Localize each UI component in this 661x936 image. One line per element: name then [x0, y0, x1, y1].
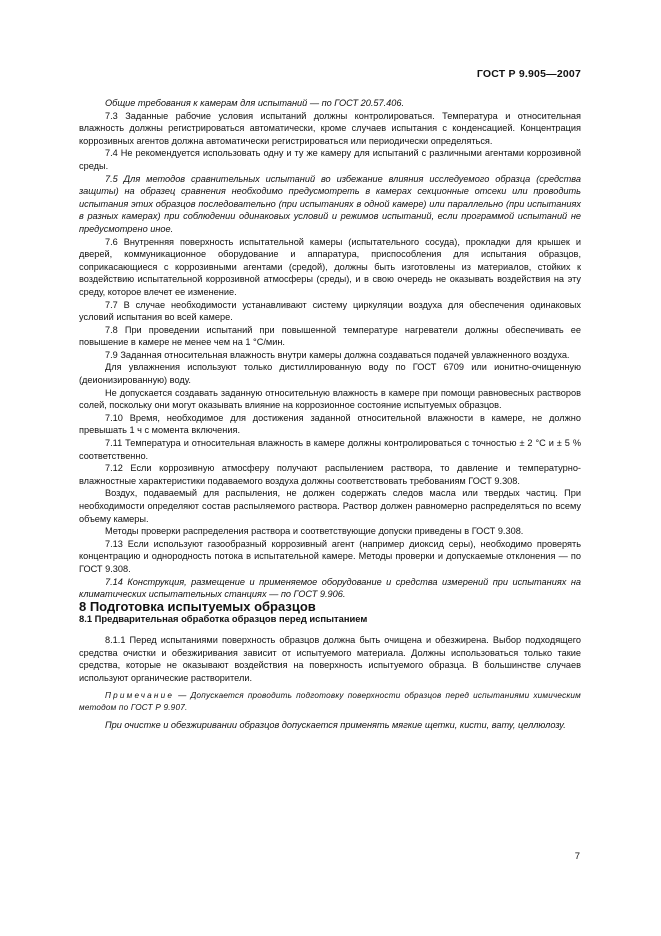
paragraph-7-12: 7.12 Если коррозивную атмосферу получают распылением раствора, то давление и температурно-влажностные характеристики подаваемого воздуха должны соответствовать требованиям ГОСТ 9.308.	[79, 463, 581, 486]
paragraph-7-9: 7.9 Заданная относительная влажность внутри камеры должна создаваться подачей увлажненного воздуха.	[105, 349, 570, 360]
paragraph-7-8: 7.8 При проведении испытаний при повышенной температуре нагреватели должны обеспечивать ее повышение в камере не менее чем на 1 °С/мин.	[79, 324, 581, 348]
section-8-title: 8 Подготовка испытуемых образцов	[79, 598, 316, 614]
paragraph-7-4: 7.4 Не рекомендуется использовать одну и ту же камеру для испытаний с различными агентами коррозивной среды.	[79, 148, 581, 171]
document-code: ГОСТ Р 9.905—2007	[476, 68, 581, 80]
paragraph-7-14: 7.14 Конструкция, размещение и применяемое оборудование и средства измерений при испытаниях на климатических испытательных станциях — по ГОСТ 9.906.	[79, 576, 581, 600]
paragraph-7-11: 7.11 Температура и относительная влажность в камере должны контролироваться с точностью ± 2 °С и ± 5 % соответственно.	[79, 438, 581, 461]
paragraph-general-requirements: Общие требования к камерам для испытаний — по ГОСТ 20.57.406.	[105, 98, 405, 108]
paragraph-verification-methods: Методы проверки распределения раствора и соответствующие допуски приведены в ГОСТ 9.308.	[105, 526, 524, 537]
subsection-8-1-title: 8.1 Предварительная обработка образцов перед испытанием	[79, 613, 368, 625]
page-body	[79, 97, 581, 732]
paragraph-8-1-1: 8.1.1 Перед испытаниями поверхность образцов должна быть очищена и обезжирена. Выбор подходящего средства очистки и обезжиривания зависит от испытуемого материала. Должны использоваться только такие средства, которые не оказывают воздействия на поверхность испытуемого образца. В большинстве случаев используют органические растворители.	[79, 634, 581, 683]
paragraph-7-6: 7.6 Внутренняя поверхность испытательной камеры (испытательного сосуда), прокладки для крышек и дверей, коммуникационное оборудование и аппаратура, приспособления для испытания образцов, соприкасающиеся с коррозивными агентами (средой), должны быть изготовлены из материалов, стойких к воздействию испытательной коррозивной атмосферы (среды), и в свою очередь не оказывать воздействия на эту среду, которое влечет ее изменение.	[79, 236, 581, 297]
note-label: Примечание	[105, 691, 175, 701]
paragraph-humidification: Для увлажнения используют только дистиллированную воду по ГОСТ 6709 или ионитно-очищенную (деионизированную) воду.	[79, 362, 581, 386]
paragraph-salt-solutions: Не допускается создавать заданную относительную влажность в камере при помощи равновесных растворов солей, поскольку они могут оказывать влияние на коррозионное состояние испытуемых образцов.	[79, 387, 581, 411]
note	[79, 690, 581, 713]
paragraph-7-13: 7.13 Если используют газообразный коррозивный агент (например диоксид серы), необходимо проверять концентрацию и однородность потока в испытательной камере. Методы проверки и допускаемые отклонения — по ГОСТ 9.308.	[79, 538, 581, 574]
page-number: 7	[574, 851, 580, 862]
paragraph-cleaning-tools: При очистке и обезжиривании образцов допускается применять мягкие щетки, кисти, вату, целлюлозу.	[105, 720, 566, 731]
paragraph-7-3: 7.3 Заданные рабочие условия испытаний должны контролироваться. Температура и относительная влажность должны регистрироваться автоматически, кроме случаев испытания с конденсацией. Концентрация коррозивных агентов должна автоматически регистрироваться или периодически определяться.	[79, 110, 581, 146]
note-text: — Допускается проводить подготовку поверхности образцов перед испытаниями химическим методом по ГОСТ Р 9.907.	[79, 691, 581, 712]
paragraph-7-10: 7.10 Время, необходимое для достижения заданной относительной влажности в камере, не должно превышать 1 ч с момента включения.	[79, 412, 581, 436]
paragraph-7-7: 7.7 В случае необходимости устанавливают систему циркуляции воздуха для обеспечения одинаковых условий испытания во всей камере.	[79, 299, 581, 323]
paragraph-spray-air: Воздух, подаваемый для распыления, не должен содержать следов масла или твердых частиц. При необходимости определяют состав распыляемого раствора. Раствор должен равномерно распределяться по всему объему камеры.	[79, 488, 581, 524]
paragraph-7-5: 7.5 Для методов сравнительных испытаний во избежание влияния исследуемого образца (средства защиты) на образец сравнения необходимо предусмотреть в камерах секционные отсеки или проводить испытания этих образцов последовательно (при испытаниях в одной камере) или параллельно (при испытаниях в разных камерах) при соблюдении одинаковых условий и режимов испытаний, если программой испытаний не предусмотрено иное.	[79, 173, 581, 234]
